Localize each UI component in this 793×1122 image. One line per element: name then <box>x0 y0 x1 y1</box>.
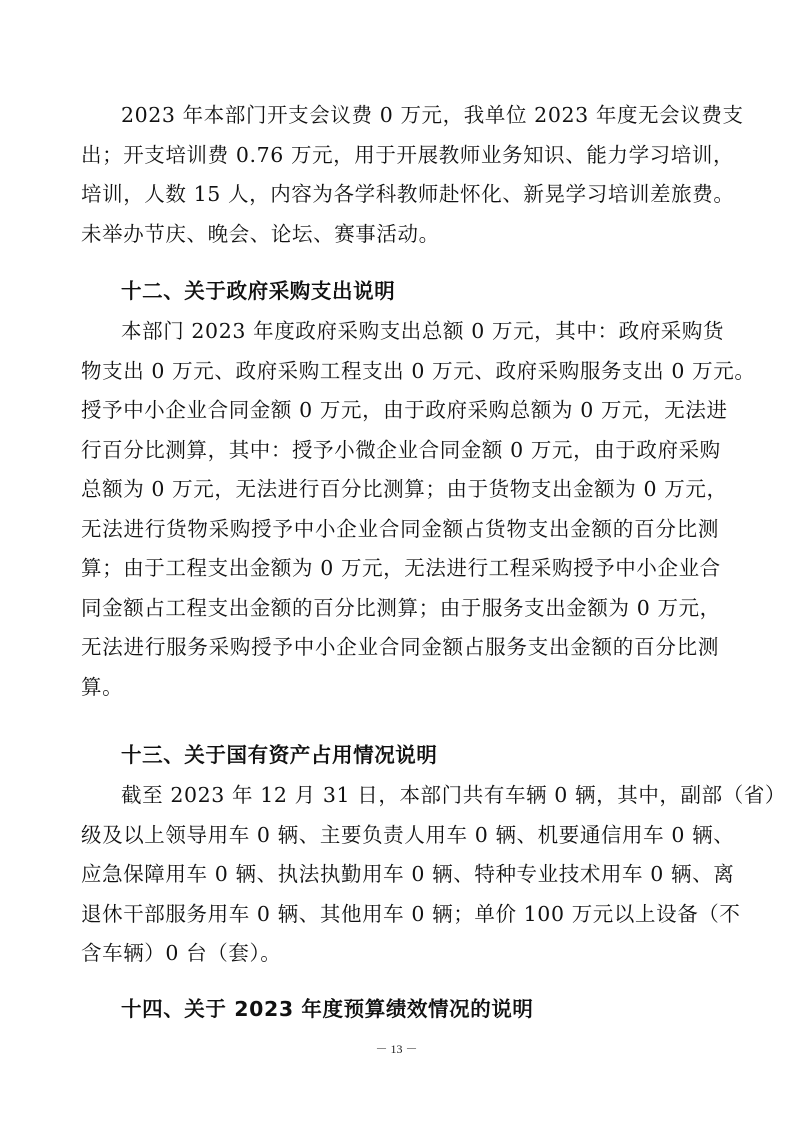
text-line: 行百分比测算，其中：授予小微企业合同金额 0 万元，由于政府采购 <box>81 437 721 462</box>
text-line: 同金额占工程支出金额的百分比测算；由于服务支出金额为 0 万元， <box>81 595 721 620</box>
section-heading-13: 十三、关于国有资产占用情况说明 <box>121 743 438 767</box>
text-line: 2023 年本部门开支会议费 0 万元，我单位 2023 年度无会议费支 <box>121 103 744 127</box>
text-line: 培训，人数 15 人，内容为各学科教师赴怀化、新晃学习培训差旅费。 <box>81 182 735 206</box>
text-line: 本部门 2023 年度政府采购支出总额 0 万元，其中：政府采购货 <box>121 319 725 343</box>
text-line: 无法进行服务采购授予中小企业合同金额占服务支出金额的百分比测 <box>81 635 719 659</box>
text-line: 物支出 0 万元、政府采购工程支出 0 万元、政府采购服务支出 0 万元。 <box>81 358 756 383</box>
text-line: 级及以上领导用车 0 辆、主要负责人用车 0 辆、机要通信用车 0 辆、 <box>81 822 735 847</box>
text-line: 退休干部服务用车 0 辆、其他用车 0 辆；单价 100 万元以上设备（不 <box>81 901 741 926</box>
text-line: 授予中小企业合同金额 0 万元，由于政府采购总额为 0 万元，无法进 <box>81 398 728 422</box>
paragraph-state-assets <box>81 776 787 974</box>
text-line: 截至 2023 年 12 月 31 日，本部门共有车辆 0 辆，其中，副部（省） <box>121 783 787 807</box>
paragraph-meeting-training-fees <box>81 96 744 254</box>
text-line: 算。 <box>81 674 124 699</box>
text-line: 总额为 0 万元，无法进行百分比测算；由于货物支出金额为 0 万元， <box>81 477 728 501</box>
paragraph-government-procurement <box>81 312 756 707</box>
text-line: 未举办节庆、晚会、论坛、赛事活动。 <box>81 221 440 246</box>
text-line: 出；开支培训费 0.76 万元，用于开展教师业务知识、能力学习培训， <box>81 142 735 167</box>
text-line: 含车辆）0 台（套）。 <box>81 941 282 965</box>
text-line: 无法进行货物采购授予中小企业合同金额占货物支出金额的百分比测 <box>81 516 719 541</box>
page-number: － 13 － <box>375 1042 418 1056</box>
section-heading-12: 十二、关于政府采购支出说明 <box>121 279 396 303</box>
text-line: 应急保障用车 0 辆、执法执勤用车 0 辆、特种专业技术用车 0 辆、离 <box>81 862 735 886</box>
section-heading-14: 十四、关于 2023 年度预算绩效情况的说明 <box>121 997 534 1021</box>
text-line: 算；由于工程支出金额为 0 万元，无法进行工程采购授予中小企业合 <box>81 556 721 580</box>
